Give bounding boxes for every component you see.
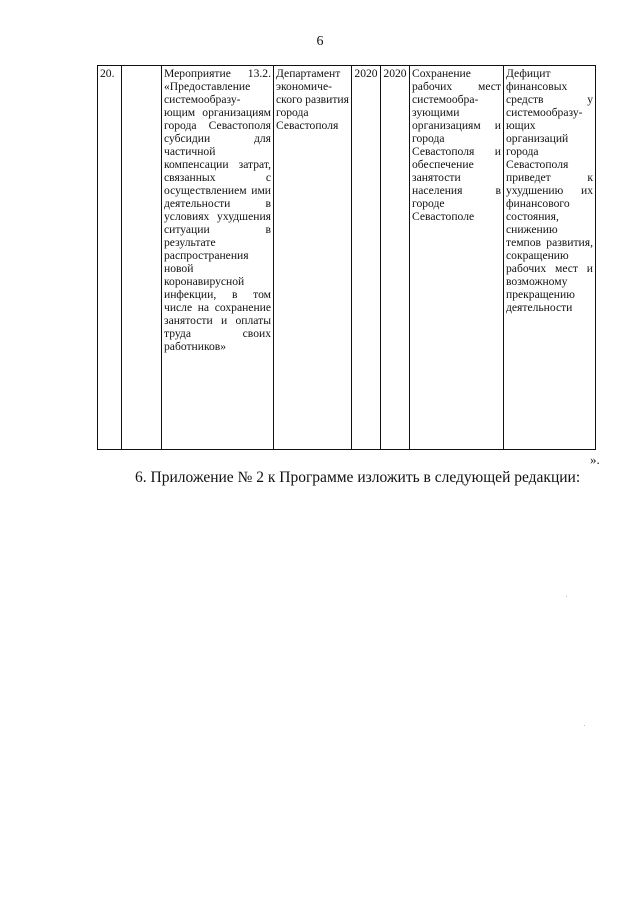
year-start-cell: 2020 (352, 66, 381, 450)
result-cell: Сохранение рабочих мест системообра-зующими организациям и города Севастополя и обеспечение занятости населения в городе Севастополе (410, 66, 504, 450)
instruction-paragraph: 6. Приложение № 2 к Программе изложить в следующей редакции: (135, 469, 581, 486)
risk-cell: Дефицит финансовых средств у системообразу-ющих организаций города Севастополя приведет к ухудшению их финансового состояния, снижению темпов развития, сокращению рабочих мест и возможному прекращению деятельности (504, 66, 596, 450)
closing-quote: ». (590, 452, 600, 467)
event-cell: Мероприятие 13.2. «Предоставление системообразу-ющим организациям города Севастополя субсидии для частичной компенсации затрат, связанных с осуществлением ими деятельности в условиях ухудшения ситуации в результате распространения новой коронавирусной инфекции, в том числе на сохранение занятости и оплаты труда своих работников» (162, 66, 274, 450)
empty-cell (122, 66, 162, 450)
page-number: 6 (316, 34, 324, 49)
scan-speck (584, 725, 585, 726)
row-number-cell: 20. (98, 66, 122, 450)
executor-cell: Департамент экономиче-ского развития города Севастополя (274, 66, 352, 450)
table-row (98, 66, 596, 450)
measures-table (97, 65, 596, 450)
year-end-cell: 2020 (381, 66, 410, 450)
scan-speck (566, 596, 567, 597)
